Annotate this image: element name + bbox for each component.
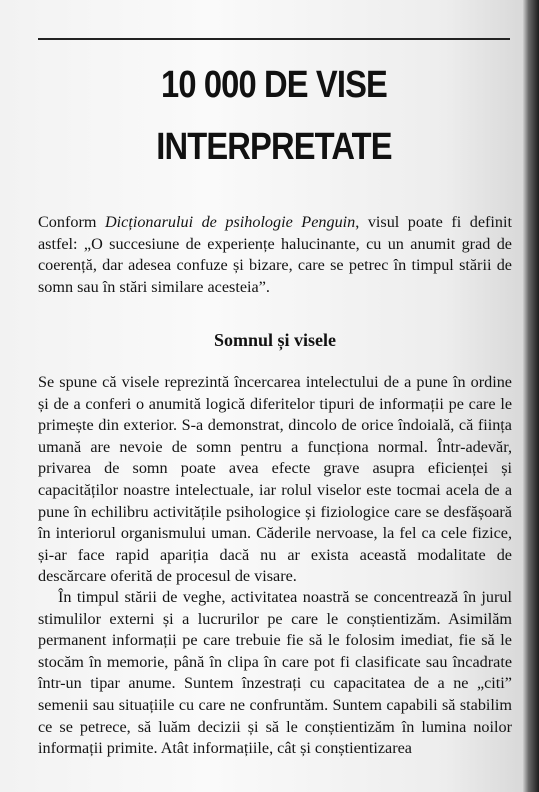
book-gutter <box>523 0 539 792</box>
intro-source-title: Dicționarului de psihologie Penguin <box>104 213 356 231</box>
intro-paragraph <box>38 212 512 298</box>
intro-text: , visul poate fi definit astfel: „O succesiune de experiențe halucinante, cu un anumit grad de coerență, dar adesea confuze și bizare, care se petrec în timpul stării de somn sau în stări similare acesteia”. <box>38 213 512 296</box>
chapter-title-line2: INTERPRETATE <box>156 126 392 168</box>
intro-prefix: Conform <box>38 213 105 231</box>
section-heading: Somnul și visele <box>213 330 337 350</box>
top-rule <box>38 38 510 40</box>
body-paragraph-1: Se spune că visele reprezintă încercarea intelectului de a pune în ordine și de a conferi o anumită logică diferitelor tipuri de informații pe care le primește din exterior. S-a demonstrat, dincolo de orice îndoială, că ființa umană are nevoie de somn pentru a funcționa normal. Într-adevăr, privarea de somn poate avea efecte grave asupra eficienței și capacităților noastre intelectuale, iar rolul viselor este tocmai acela de a pune în echilibru activitățile psihologice și fiziologice care se desfășoară în interiorul organismului uman. Căderile nervoase, la fel ca cele fizice, și-ar face rapid apariția dacă nu ar exista această modalitate de descărcare oferită de procesul de visare. <box>38 373 512 586</box>
body-paragraph-2: În timpul stării de veghe, activitatea noastră se concentrează în jurul stimulilor externi și a lucrurilor pe care le conștientizăm. Asimilăm permanent informații pe care trebuie fie să le folosim imediat, fie să le stocăm în memorie, până în clipa în care pot fi clasificate sau încadrate într-un tipar anume. Suntem înzestrați cu capacitatea de a ne „citi” semenii sau situațiile cu care ne confruntăm. Suntem capabili să stabilim ce se petrece, să luăm decizii și să le conștientizăm în lumina noilor informații primite. Atât informațiile, cât și conștientizarea <box>38 588 512 758</box>
chapter-title-line1: 10 000 DE VISE <box>161 64 387 106</box>
